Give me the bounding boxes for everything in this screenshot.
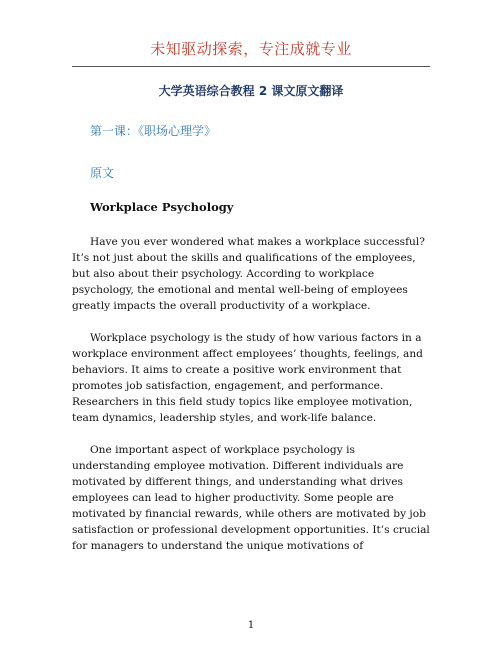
paragraph: Have you ever wondered what makes a workplace successful? It’s not just about the skills and qualifications of the employees, but also about their psychology. According to workplace psychology, the emotional and mental well-being of employees greatly impacts the overall productivity of a workplace. [72,236,425,312]
article-body [72,234,430,570]
paragraph: Workplace psychology is the study of how various factors in a workplace environment affect employees’ thoughts, feelings, and behaviors. It aims to create a positive work environment that promotes job satisfaction, engagement, and performance. Researchers in this field study topics like employee motivation, team dynamics, leadership styles, and work-life balance. [72,332,423,424]
section-heading-original: 原文 [90,166,115,180]
paragraph: One important aspect of workplace psychology is understanding employee motivation. Different individuals are motivated by different things, and understanding what drives employees can lead to higher productivity. Some people are motivated by financial rewards, while others are motivated by job satisfaction or professional development opportunities. It’s crucial for managers to understand the unique motivations of [72,444,430,552]
page-header: 未知驱动探索，专注成就专业 [150,40,352,58]
document-title: 大学英语综合教程 2 课文原文翻译 [158,84,344,98]
lesson-heading: 第一课：《职场心理学》 [90,124,217,138]
page-number: 1 [247,620,255,631]
header-divider [72,66,430,67]
article-title: Workplace Psychology [90,200,234,214]
